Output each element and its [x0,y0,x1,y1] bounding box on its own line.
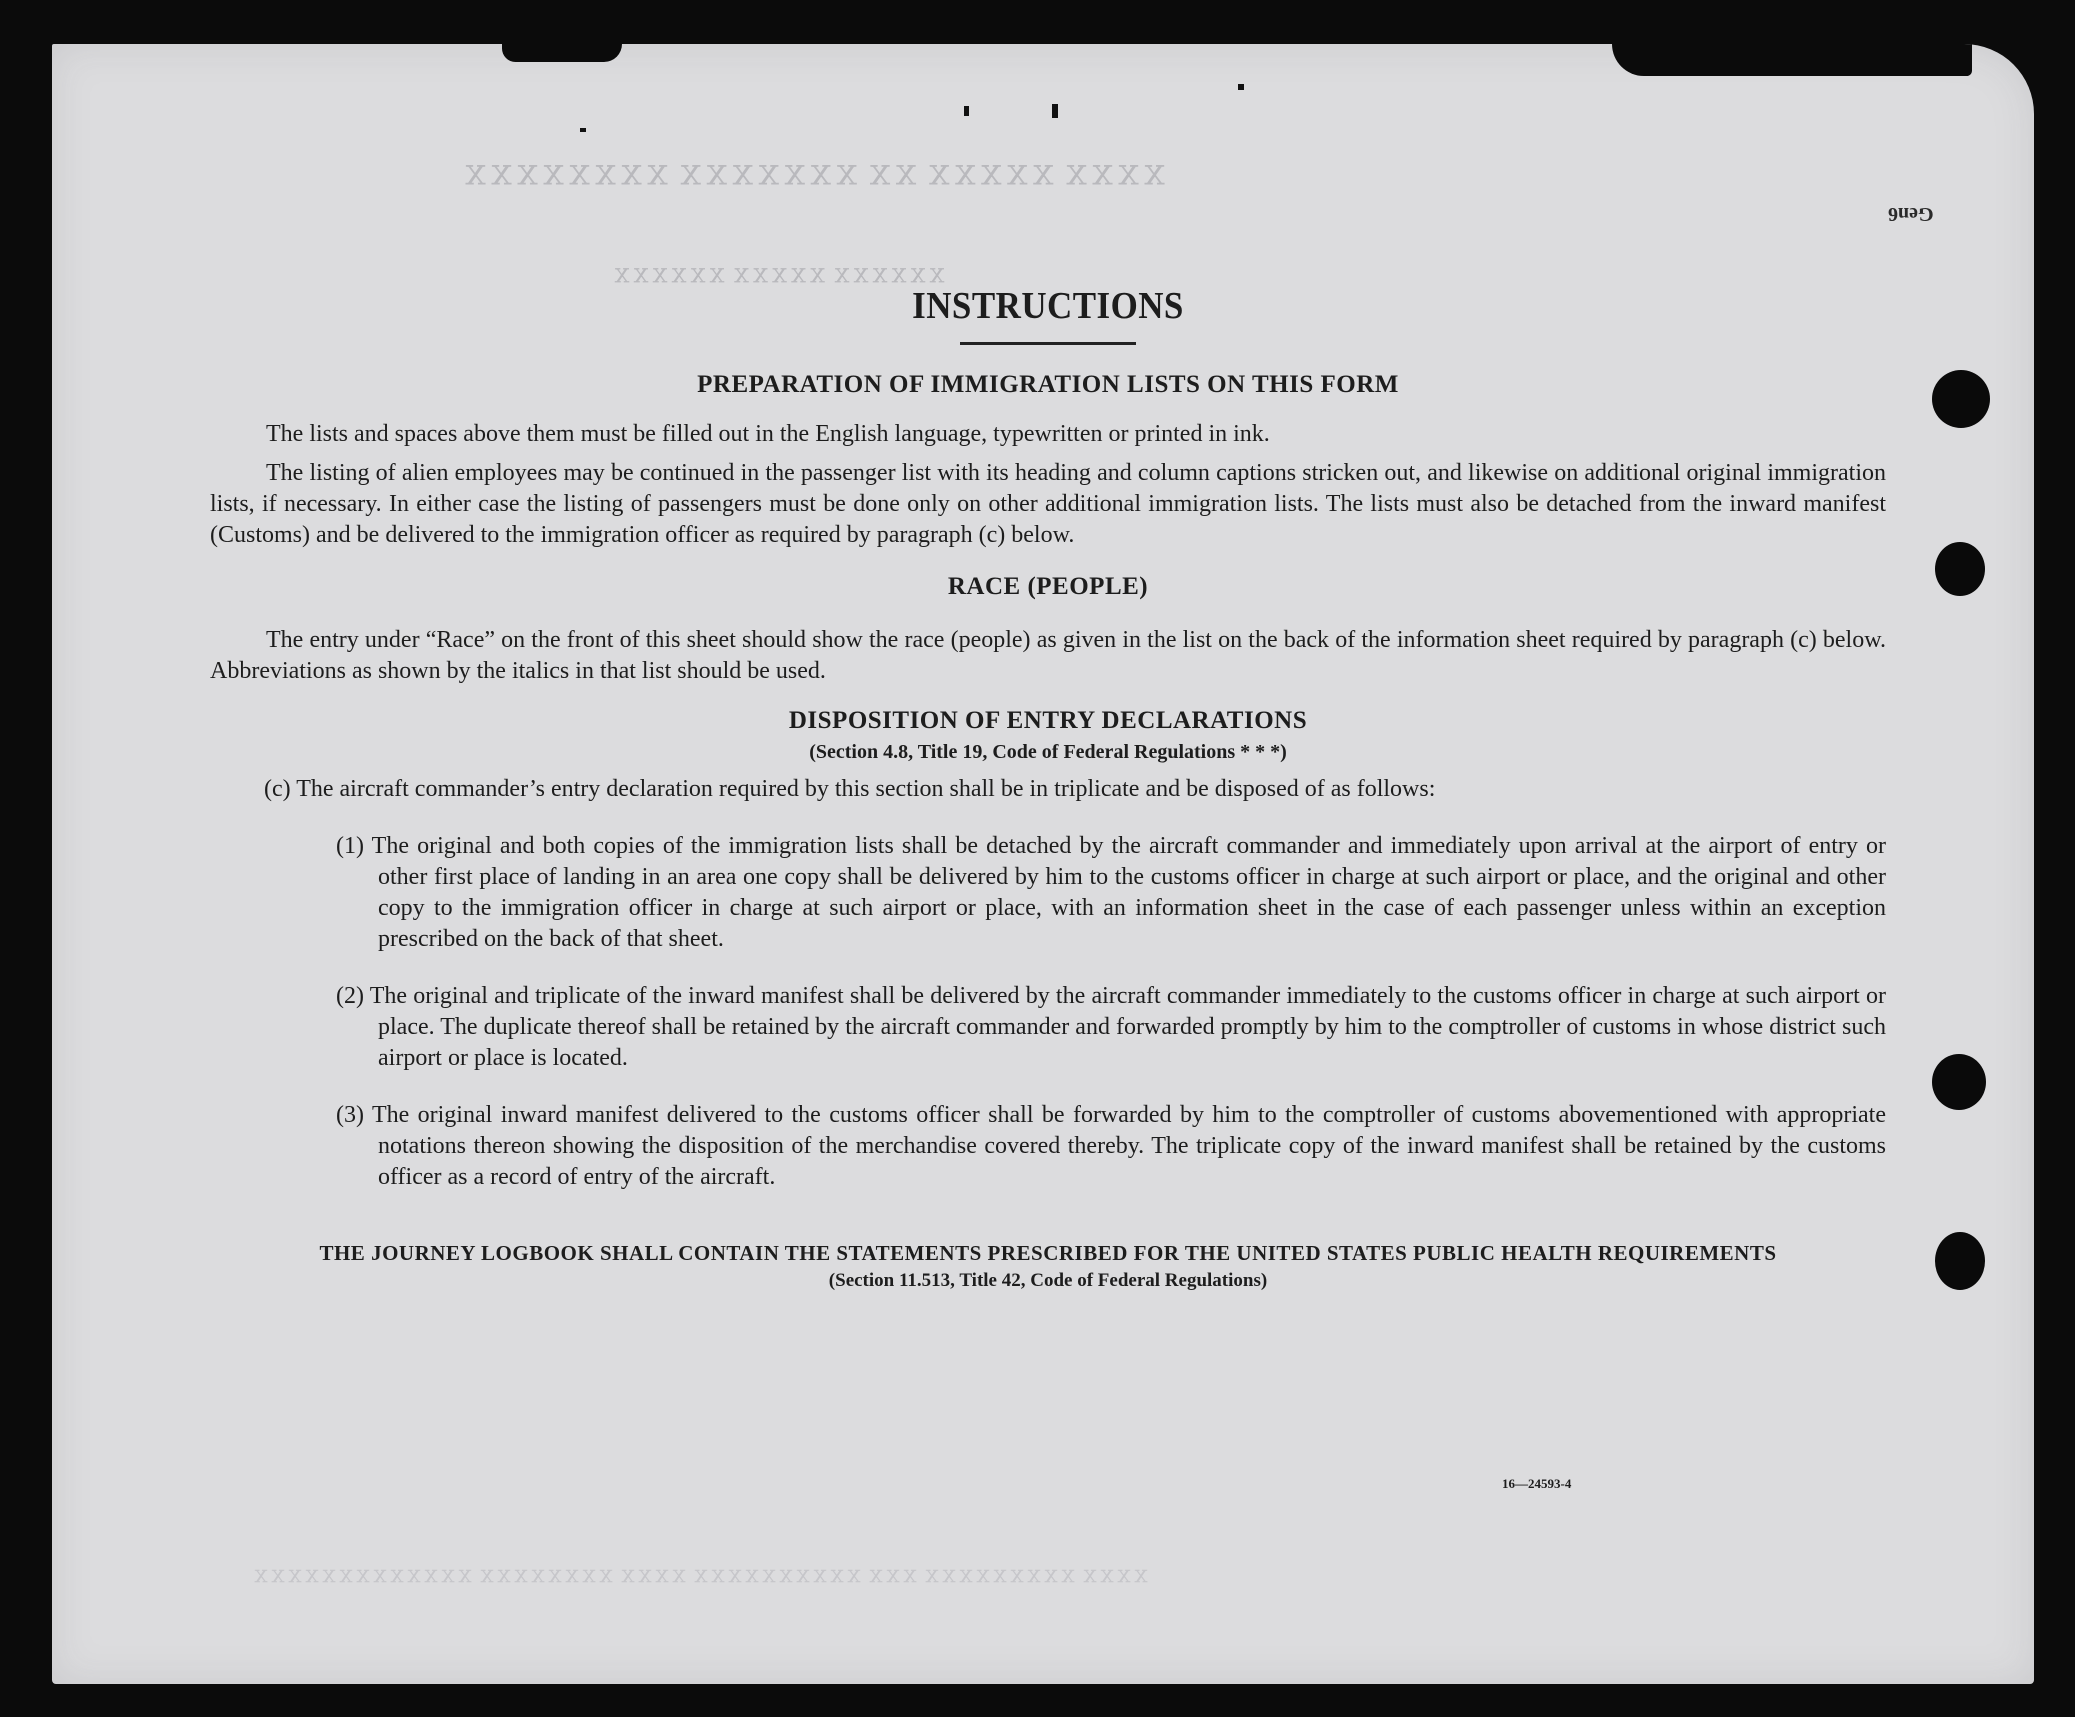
section-heading-race: RACE (PEOPLE) [947,573,1149,600]
section-heading-disposition: DISPOSITION OF ENTRY DECLARATIONS [788,707,1308,734]
paragraph-race: The entry under “Race” on the front of this sheet should show the race (people) as given in the list on the back of the information sheet required by paragraph (c) below. Abbreviations as shown by the italics in that list should be used. [210,627,1886,684]
paragraph-lists-language: The lists and spaces above them must be filled out in the English language, typewritten or printed in ink. [266,421,1270,447]
page-title: INSTRUCTIONS [912,285,1184,327]
document-sheet [52,44,2034,1684]
speck [964,106,969,116]
bleed-through-text: ＸＸＸＸＸＸ ＸＸＸＸＸ ＸＸＸＸＸＸ [612,266,946,286]
bleed-through-text: ＸＸＸＸ ＸＸＸＸＸＸＸＸＸ ＸＸＸ ＸＸＸＸＸＸＸＸＸＸ ＸＸＸＸ ＸＸＸＸＸＸＸＸ ＸＸＸＸＸＸＸＸＸＸＸＸＸ [252,1569,1150,1586]
punch-hole [1932,1054,1986,1110]
footer-citation: (Section 11.513, Title 42, Code of Federal Regulations) [828,1270,1268,1291]
torn-edge [1612,44,1972,76]
punch-hole [1935,542,1985,596]
list-item: (1) The original and both copies of the immigration lists shall be detached by the aircraft commander and immediately upon arrival at the airport of entry or other first place of landing in an area one copy shall be delivered by him to the customs officer in charge at such airport or place, and the original and other copy to the immigration officer in charge at such airport or place, with an information sheet in the case of each passenger unless within an exception prescribed on the back of that sheet. [336,833,1886,952]
punch-hole [1932,370,1990,428]
citation-title-19: (Section 4.8, Title 19, Code of Federal Regulations * * *) [809,741,1287,763]
list-item: (3) The original inward manifest delivered to the customs officer shall be forwarded by him to the comptroller of customs abovementioned with appropriate notations thereon showing the disposition of the merchandise covered thereby. The triplicate copy of the inward manifest shall be retained by the customs officer as a record of entry of the aircraft. [336,1102,1886,1190]
list-item: (2) The original and triplicate of the inward manifest shall be delivered by the aircraft commander immediately to the customs officer in charge at such airport or place. The duplicate thereof shall be retained by the aircraft commander and forwarded promptly by him to the comptroller of customs in whose district such airport or place is located. [336,983,1886,1071]
title-underline [960,342,1136,345]
punch-hole [1935,1232,1985,1290]
corner-code: Gen6 [1888,203,1934,225]
paragraph-alien-employees: The listing of alien employees may be continued in the passenger list with its heading and column captions stricken out, and likewise on additional original immigration lists, if necessary. In either case the listing of passengers must be done only on other additional immigration lists. The lists must also be detached from the inward manifest (Customs) and be delivered to the immigration officer as required by paragraph (c) below. [210,460,1886,548]
speck [580,128,586,132]
form-number: 16—24593-4 [1502,1476,1572,1491]
subsection-c: (c) The aircraft commander’s entry declaration required by this section shall be in triplicate and be disposed of as follows: [264,776,1436,802]
speck [1052,104,1058,118]
instructions-body [210,284,1886,1292]
speck [1238,84,1244,90]
torn-edge [502,44,622,62]
section-heading-preparation: PREPARATION OF IMMIGRATION LISTS ON THIS FORM [697,371,1399,398]
bleed-through-text: ＸＸＸＸ ＸＸＸＸＸ ＸＸ ＸＸＸＸＸＸＸ ＸＸＸＸＸＸＸＸ [462,163,1168,190]
footer-statement: THE JOURNEY LOGBOOK SHALL CONTAIN THE STATEMENTS PRESCRIBED FOR THE UNITED STATES PUBLIC HEALTH REQUIREMENTS [319,1241,1777,1265]
